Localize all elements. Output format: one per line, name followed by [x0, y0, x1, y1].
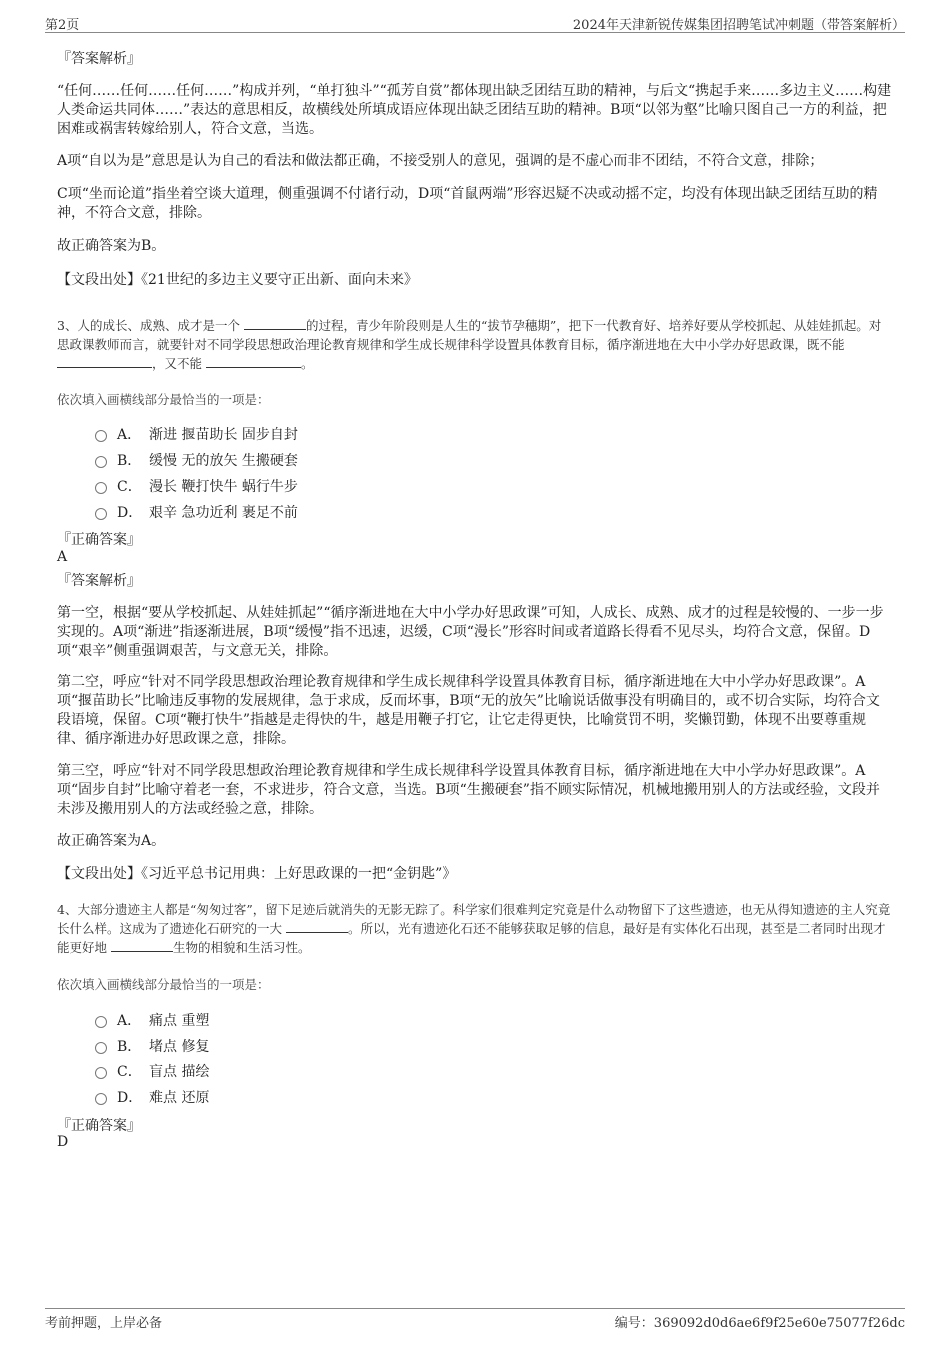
option-c[interactable]: C． 盲点 描绘	[95, 1061, 209, 1081]
source-citation: 【文段出处】《习近平总书记用典：上好思政课的一把“金钥匙”》	[57, 866, 457, 882]
analysis-paragraph: 第二空，呼应“针对不同学段思想政治理论教育规律和学生成长规律科学设置具体教育目标，循序渐进地在大中小学办好思政课”。A项“揠苗助长”比喻违反事物的发展规律，急于求成，反而坏事，B项“无的放矢”比喻说话做事没有明确目的，或不切合实际，均符合文段语境，保留。C项“鞭打快牛”指越是走得快的牛，越是用鞭子打它，让它走得更快，比喻赏罚不明，奖懒罚勤，体现不出要尊重规律、循序渐进办好思政课之意，排除。	[57, 674, 880, 747]
fill-blank	[111, 939, 173, 952]
analysis-tag: 『答案解析』	[57, 573, 141, 589]
analysis-tag: 『答案解析』	[57, 51, 141, 67]
document-title: 2024年天津新锐传媒集团招聘笔试冲刺题（带答案解析）	[572, 18, 905, 33]
source-citation: 【文段出处】《21世纪的多边主义要守正出新、面向未来》	[57, 272, 418, 288]
question-3-stem: 3、人的成长、成熟、成才是一个 的过程，青少年阶段则是人生的“拔节孕穗期”，把下一代教育好、培养好要从学校抓起、从娃娃抓起。对思政课教师而言，就要针对不同学段思想政治理论教育规律和学生成长规律科学设置具体教育目标，循序渐进地在大中小学办好思政课，既不能 ，又不能 。	[57, 318, 882, 371]
analysis-paragraph: A项“自以为是”意思是认为自己的看法和做法都正确，不接受别人的意见，强调的是不虚心而非不团结，不符合文意，排除；	[57, 153, 824, 169]
radio-icon[interactable]	[95, 1093, 107, 1105]
radio-icon[interactable]	[95, 1067, 107, 1079]
page-number: 第2页	[45, 18, 80, 33]
conclusion-text: 故正确答案为B。	[57, 238, 166, 254]
footer-slogan: 考前押题，上岸必备	[45, 1316, 163, 1331]
option-d[interactable]: D． 艰辛 急功近利 裹足不前	[95, 502, 298, 522]
option-c[interactable]: C． 漫长 鞭打快牛 蜗行牛步	[95, 476, 298, 496]
radio-icon[interactable]	[95, 430, 107, 442]
analysis-paragraph: 第一空，根据“要从学校抓起、从娃娃抓起”“循序渐进地在大中小学办好思政课”可知，人成长、成熟、成才的过程是较慢的、一步一步实现的。A项“渐进”指逐渐进展，B项“缓慢”指不迅速，迟缓，C项“漫长”形容时间或者道路长得看不见尽头，均符合文意，保留。D项“艰辛”侧重强调艰苦，与文意无关，排除。	[57, 605, 884, 659]
fill-blank	[286, 920, 348, 933]
option-b[interactable]: B． 缓慢 无的放矢 生搬硬套	[95, 450, 298, 470]
question-prompt: 依次填入画横线部分最恰当的一项是：	[57, 392, 270, 407]
correct-answer-tag: 『正确答案』	[57, 532, 141, 548]
option-a[interactable]: A． 渐进 揠苗助长 固步自封	[95, 424, 298, 444]
page-header	[45, 14, 905, 34]
question-prompt: 依次填入画横线部分最恰当的一项是：	[57, 977, 270, 992]
header-divider	[45, 32, 905, 33]
conclusion-text: 故正确答案为A。	[57, 833, 166, 849]
analysis-paragraph: C项“坐而论道”指坐着空谈大道理，侧重强调不付诸行动，D项“首鼠两端”形容迟疑不决或动摇不定，均没有体现出缺乏团结互助的精神，不符合文意，排除。	[57, 186, 878, 221]
fill-blank	[244, 317, 306, 330]
correct-answer: D	[57, 1134, 69, 1150]
option-a[interactable]: A． 痛点 重塑	[95, 1010, 209, 1030]
radio-icon[interactable]	[95, 508, 107, 520]
fill-blank	[206, 355, 301, 368]
fill-blank	[57, 355, 152, 368]
footer-divider	[45, 1308, 905, 1309]
radio-icon[interactable]	[95, 1016, 107, 1028]
radio-icon[interactable]	[95, 1042, 107, 1054]
correct-answer: A	[57, 549, 68, 565]
correct-answer-tag: 『正确答案』	[57, 1118, 141, 1134]
question-4-stem: 4、大部分遗迹主人都是“匆匆过客”，留下足迹后就消失的无影无踪了。科学家们很难判定究竟是什么动物留下了这些遗迹，也无从得知遗迹的主人究竟长什么样。这成为了遗迹化石研究的一大 。所以，光有遗迹化石还不能够获取足够的信息，最好是有实体化石出现，甚至是二者同时出现才能更好地 生物的相貌和生活习性。	[57, 902, 891, 955]
document-id: 编号：369092d0d6ae6f9f25e60e75077f26dc	[614, 1316, 905, 1331]
radio-icon[interactable]	[95, 482, 107, 494]
radio-icon[interactable]	[95, 456, 107, 468]
option-b[interactable]: B． 堵点 修复	[95, 1036, 209, 1056]
option-d[interactable]: D． 难点 还原	[95, 1087, 209, 1107]
analysis-paragraph: “任何……任何……任何……”构成并列，“单打独斗”“孤芳自赏”都体现出缺乏团结互助的精神，与后文“携起手来……多边主义……构建人类命运共同体……”表达的意思相反，故横线处所填成语应体现出缺乏团结互助的精神。B项“以邻为壑”比喻只图自己一方的利益，把困难或祸害转嫁给别人，符合文意，当选。	[57, 83, 892, 137]
analysis-paragraph: 第三空，呼应“针对不同学段思想政治理论教育规律和学生成长规律科学设置具体教育目标，循序渐进地在大中小学办好思政课”。A项“固步自封”比喻守着老一套，不求进步，符合文意，当选。B项“生搬硬套”指不顾实际情况，机械地搬用别人的方法或经验，文段并未涉及搬用别人的方法或经验之意，排除。	[57, 763, 880, 817]
